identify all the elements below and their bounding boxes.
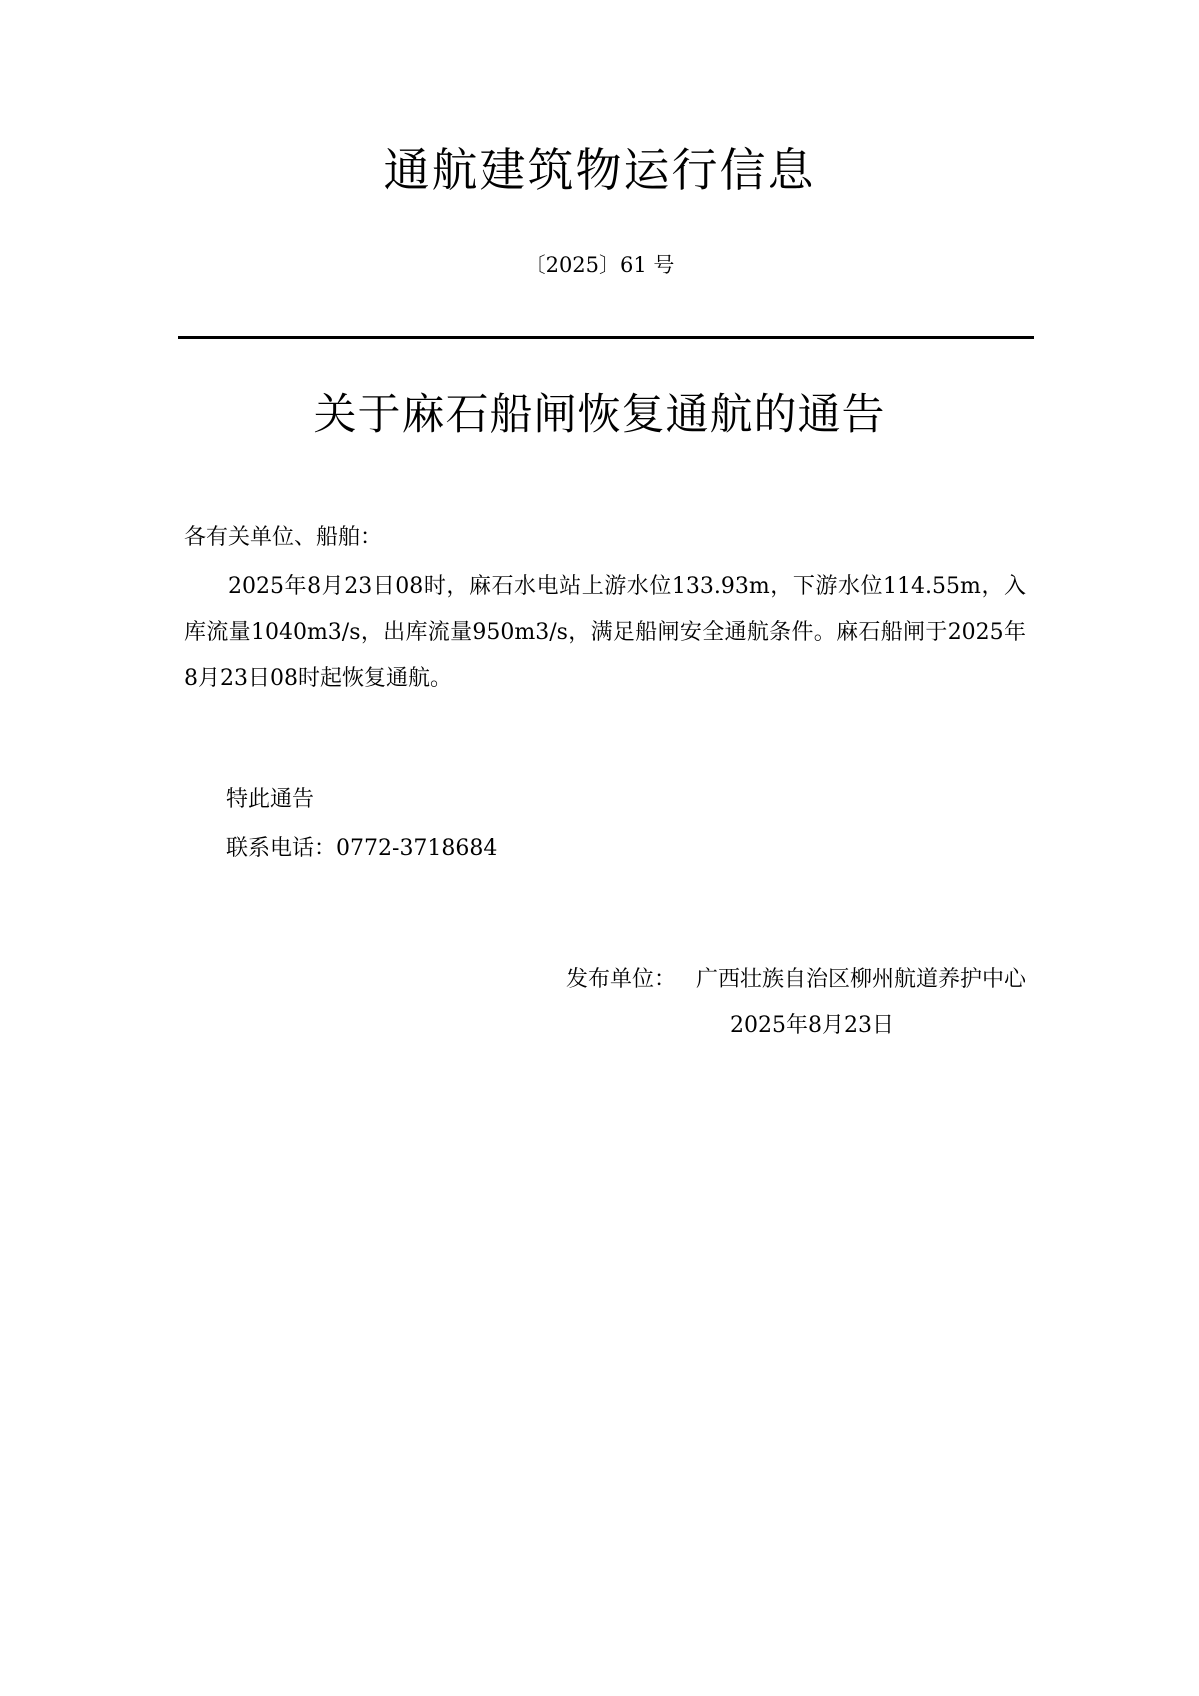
publisher-label: 发布单位：: [565, 967, 676, 992]
notice-body: 2025年8月23日08时，麻石水电站上游水位133.93m，下游水位114.55m，入库流量1040m3/s，出库流量950m3/s，满足船闸安全通航条件。麻石船闸于2025年8月23日08时起恢复通航。: [184, 574, 1026, 691]
salutation: 各有关单位、船舶：: [184, 525, 383, 550]
contact-phone: 0772-3718684: [336, 836, 498, 861]
header-divider: [178, 336, 1034, 339]
bulletin-title: 通航建筑物运行信息: [383, 143, 816, 197]
publish-date: 2025年8月23日: [730, 1013, 894, 1038]
contact-line: [226, 833, 497, 865]
publisher-name: 广西壮族自治区柳州航道养护中心: [695, 967, 1026, 992]
document-number: 〔2025〕61 号: [524, 253, 675, 277]
contact-label: 联系电话：: [226, 836, 337, 861]
notice-title: 关于麻石船闸恢复通航的通告: [313, 390, 886, 440]
closing-remark: 特此通告: [226, 787, 315, 812]
publisher-line: [566, 964, 1026, 996]
